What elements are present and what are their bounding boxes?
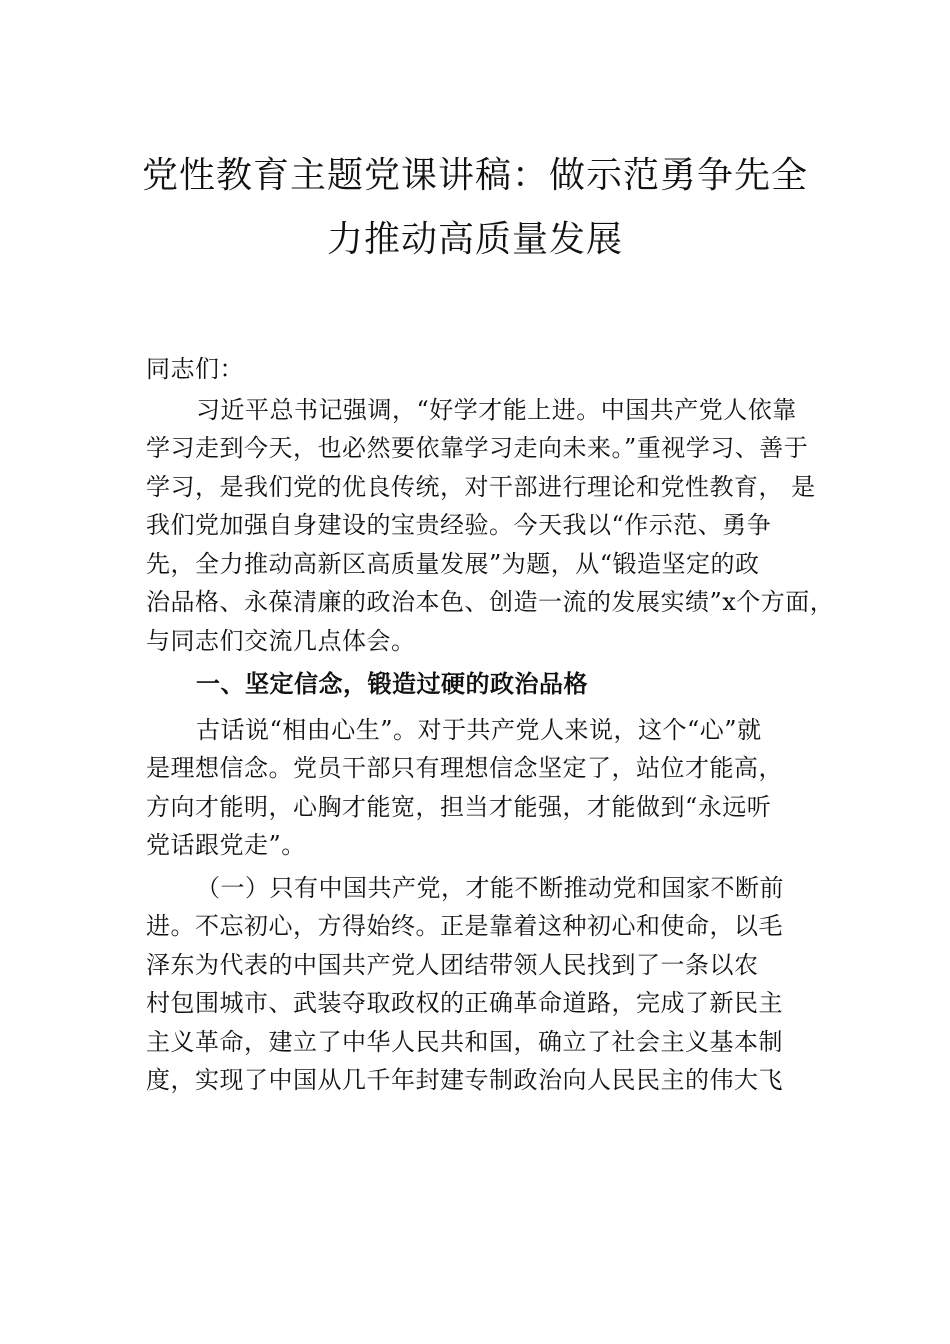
body-line: 方向才能明，心胸才能宽，担当才能强，才能做到“永远听	[146, 793, 772, 821]
body-line: 主义革命，建立了中华人民共和国，确立了社会主义基本制	[146, 1028, 783, 1056]
section-heading: 一、坚定信念，锻造过硬的政治品格	[196, 670, 588, 698]
document-title-line-2: 力推动高质量发展	[326, 219, 623, 260]
body-line: 我们党加强自身建设的宝贵经验。今天我以“作示范、勇争	[146, 511, 772, 539]
body-line: 泽东为代表的中国共产党人团结带领人民找到了一条以农	[146, 951, 759, 979]
body-line: 学习走到今天，也必然要依靠学习走向未来。”重视学习、善于	[146, 434, 809, 462]
body-line: 与同志们交流几点体会。	[146, 627, 416, 655]
body-line: 村包围城市、武装夺取政权的正确革命道路，完成了新民主	[146, 989, 783, 1017]
body-line: 古话说“相由心生”。对于共产党人来说，这个“心”就	[196, 716, 762, 744]
body-line: 是理想信念。党员干部只有理想信念坚定了，站位才能高，	[146, 754, 783, 782]
body-line: 学习，是我们党的优良传统，对干部进行理论和党性教育， 是	[146, 473, 816, 501]
body-line: 度，实现了中国从几千年封建专制政治向人民民主的伟大飞	[146, 1066, 783, 1094]
document-title-line-1: 党性教育主题党课讲稿：做示范勇争先全	[141, 155, 808, 196]
body-line: 先，全力推动高新区高质量发展”为题，从“锻造坚定的政	[146, 550, 760, 578]
body-line: 党话跟党走”。	[146, 831, 306, 859]
body-line: 进。不忘初心，方得始终。正是靠着这种初心和使命，以毛	[146, 912, 783, 940]
body-line: 治品格、永葆清廉的政治本色、创造一流的发展实绩”x个方面，	[146, 588, 835, 616]
body-line: （一）只有中国共产党，才能不断推动党和国家不断前	[196, 874, 784, 902]
salutation: 同志们：	[146, 355, 244, 383]
body-line: 习近平总书记强调，“好学才能上进。中国共产党人依靠	[196, 396, 797, 424]
